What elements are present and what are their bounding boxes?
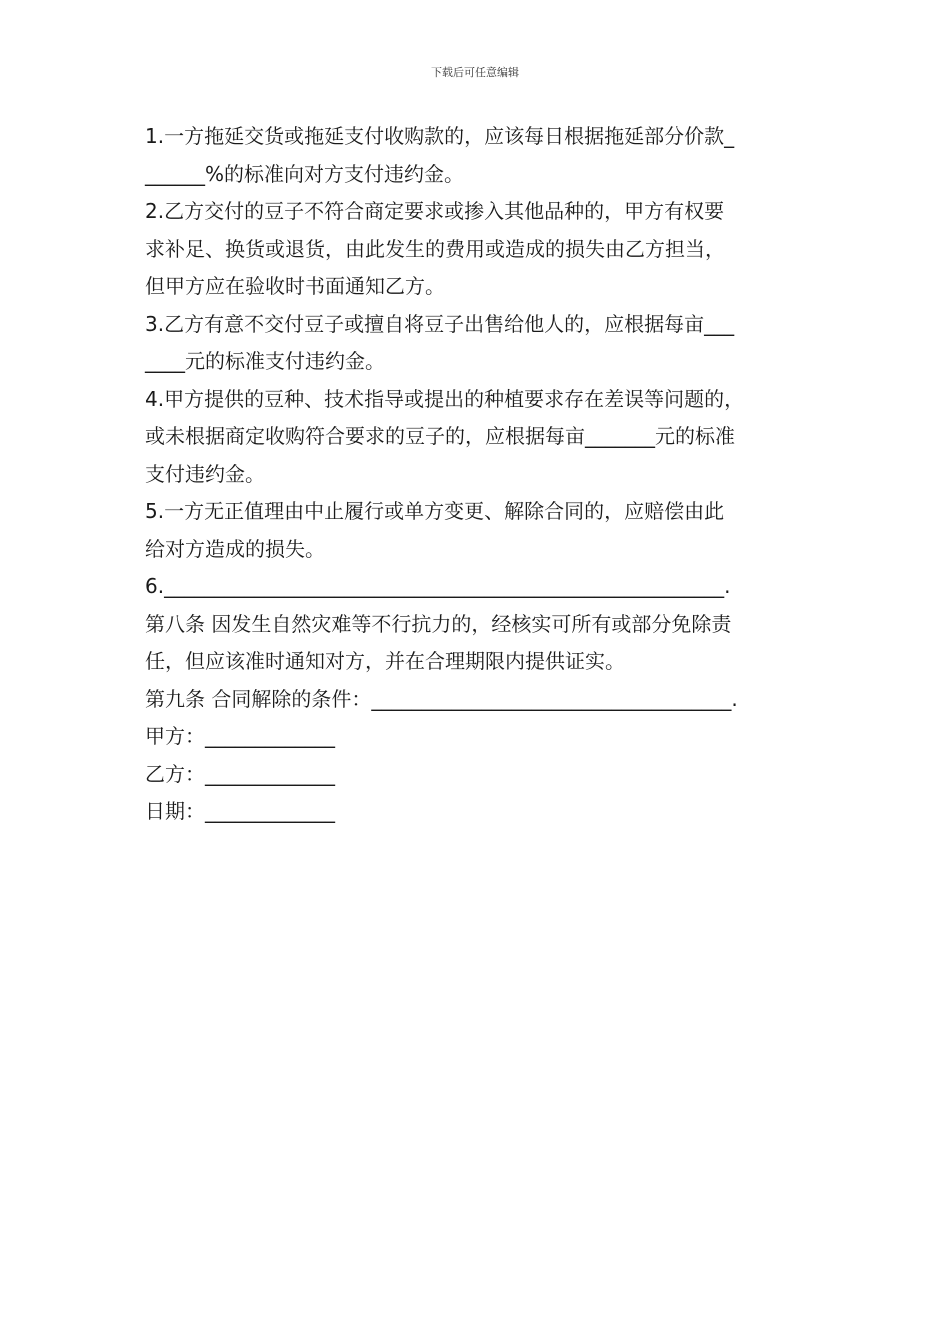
clause-2-line-3: 但甲方应在验收时书面通知乙方。 (145, 274, 445, 298)
article-9-line: 第九条 合同解除的条件：____________________________________. (145, 686, 738, 711)
clause-5-line-2: 给对方造成的损失。 (145, 536, 325, 561)
header-note: 下载后可任意编辑 (431, 66, 519, 79)
clause-1-line-2: ______%的标准向对方支付违约金。 (145, 161, 465, 186)
clause-6-line: 6.________________________________________________________. (145, 574, 731, 598)
clause-2-line-2: 求补足、换货或退货，由此发生的费用或造成的损失由乙方担当， (145, 236, 725, 261)
date-line: 日期：_____________ (145, 799, 335, 823)
clause-1-line-1: 1.一方拖延交货或拖延支付收购款的，应该每日根据拖延部分价款_ (145, 124, 735, 148)
article-8-line-1: 第八条 因发生自然灾难等不行抗力的，经核实可所有或部分免除责 (145, 611, 732, 636)
clause-2-line-1: 2.乙方交付的豆子不符合商定要求或掺入其他品种的，甲方有权要 (145, 199, 725, 223)
clause-3-line-2: ____元的标准支付违约金。 (145, 349, 385, 373)
clause-4-line-3: 支付违约金。 (145, 461, 265, 486)
party-b-signature-line: 乙方：_____________ (145, 761, 335, 786)
clause-5-line-1: 5.一方无正值理由中止履行或单方变更、解除合同的，应赔偿由此 (145, 499, 725, 523)
clause-4-line-2: 或未根据商定收购符合要求的豆子的，应根据每亩_______元的标准 (145, 424, 735, 448)
party-a-signature-line: 甲方：_____________ (145, 724, 335, 748)
document-body (145, 118, 825, 831)
article-8-line-2: 任，但应该准时通知对方，并在合理期限内提供证实。 (145, 649, 625, 673)
clause-3-line-1: 3.乙方有意不交付豆子或擅自将豆子出售给他人的，应根据每亩___ (145, 311, 735, 336)
clause-4-line-1: 4.甲方提供的豆种、技术指导或提出的种植要求存在差误等问题的， (145, 386, 745, 411)
